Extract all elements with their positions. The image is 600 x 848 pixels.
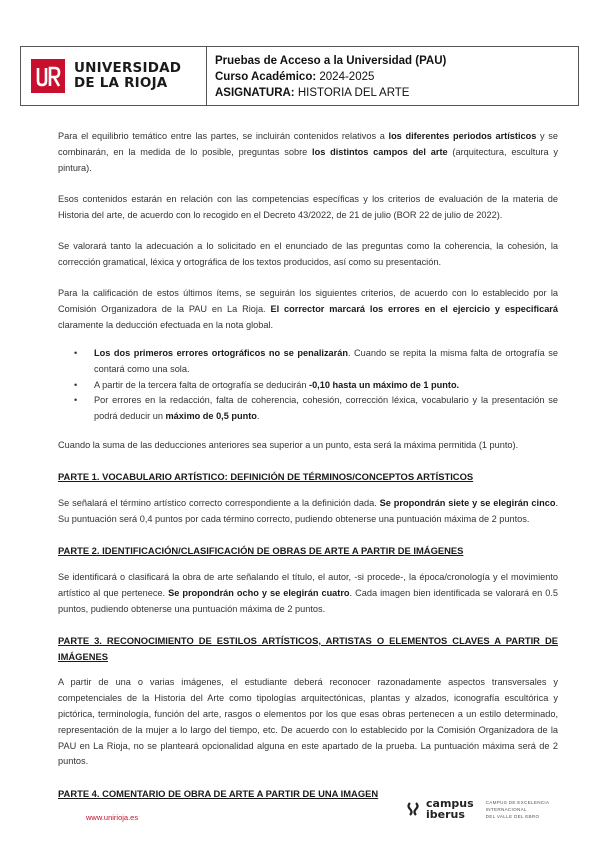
logo-line-1: UNIVERSIDAD	[74, 60, 182, 76]
document-body	[58, 129, 558, 813]
paragraph-5: Cuando la suma de las deducciones anteriores sea superior a un punto, esta será la máxima permitida (1 punto).	[58, 439, 519, 450]
campus-line-2: iberus	[426, 808, 465, 821]
campus-iberus-icon	[406, 801, 420, 817]
footer-url[interactable]: www.unirioja.es	[86, 813, 139, 822]
course-value: 2024-2025	[316, 71, 375, 83]
logo-line-2: DE LA RIOJA	[74, 75, 168, 91]
campus-iberus-logo	[406, 798, 549, 820]
section-3-text: A partir de una o varias imágenes, el estudiante deberá reconocer razonadamente aspectos transversales y competenciales de la Historia del Arte como tipologías arquitectónicas, plantas y alzados, iconografía escultórica y pictórica, terminología, función del arte, rasgos o elementos por los que esas obras pertenecen a un estilo determinado, representación de la mujer a lo largo del tiempo, etc. De acuerdo con lo establecido por la Comisión Organizadora de la PAU en La Rioja, no se planteará opcionalidad alguna en este apartado de la prueba. La puntuación máxima será de 2 puntos.	[58, 677, 558, 767]
campus-line-1: campus	[426, 797, 474, 810]
exam-info	[207, 47, 578, 105]
campus-sub-2: INTERNACIONAL	[485, 806, 527, 812]
subject-label: ASIGNATURA:	[215, 87, 295, 99]
section-2-text: Se identificará o clasificará la obra de arte señalando el título, el autor, -si procede-, la época/cronología y el movimiento artístico al que pertenece. Se propondrán ocho y se elegirán cuatro. Cada imagen bien identificada se valorará en 0.5 puntos, pudiendo obtenerse una puntuación máxima de 2 puntos.	[58, 571, 559, 614]
section-heading-3: PARTE 3. RECONOCIMIENTO DE ESTILOS ARTÍSTICOS, ARTISTAS O ELEMENTOS CLAVES A PARTIR DE IMÁGENES	[58, 634, 558, 662]
section-heading-1: PARTE 1. VOCABULARIO ARTÍSTICO: DEFINICIÓN DE TÉRMINOS/CONCEPTOS ARTÍSTICOS	[58, 471, 474, 483]
paragraph-4: Para la calificación de estos últimos ítems, se seguirán los siguientes criterios, de acuerdo con lo establecido por la Comisión Organizadora de la PAU en La Rioja. El corrector marcará los errores en el ejercicio y especificará claramente la deducción efectuada en la nota global.	[58, 288, 558, 330]
list-item: • Los dos primeros errores ortográficos no se penalizarán. Cuando se repita la misma falta de ortografía se contará como una sola.	[74, 347, 558, 374]
paragraph-1: Para el equilibrio temático entre las partes, se incluirán contenidos relativos a los diferentes periodos artísticos y se combinarán, en la medida de lo posible, preguntas sobre los distintos campos del arte (arquitectura, escultura y pintura).	[58, 131, 558, 173]
section-1-text: Se señalará el término artístico correcto correspondiente a la definición dada. Se propondrán siete y se elegirán cinco. Su puntuación será 0,4 puntos por cada término correcto, pudiendo obtenerse una puntuación máxima de 2 puntos.	[58, 498, 558, 524]
campus-sub-3: DEL VALLE DEL EBRO	[485, 813, 540, 819]
criteria-list	[58, 346, 558, 425]
list-item: • Por errores en la redacción, falta de coherencia, cohesión, corrección léxica, vocabulario y la presentación se podrá deducir un máximo de 0,5 punto.	[74, 395, 558, 422]
list-item: • A partir de la tercera falta de ortografía se deducirán -0,10 hasta un máximo de 1 punto.	[74, 379, 460, 390]
paragraph-3: Se valorará tanto la adecuación a lo solicitado en el enunciado de las preguntas como la coherencia, la cohesión, la corrección gramatical, léxica y ortográfica de los textos producidos, así como su presentación.	[58, 240, 558, 267]
university-logo	[21, 47, 207, 105]
section-heading-2: PARTE 2. IDENTIFICACIÓN/CLASIFICACIÓN DE OBRAS DE ARTE A PARTIR DE IMÁGENES	[58, 545, 464, 557]
section-heading-4: PARTE 4. COMENTARIO DE OBRA DE ARTE A PARTIR DE UNA IMAGEN	[58, 787, 379, 799]
subject-value: HISTORIA DEL ARTE	[294, 87, 410, 99]
unirioja-logo-icon	[31, 59, 65, 93]
paragraph-2: Esos contenidos estarán en relación con las competencias específicas y los criterios de evaluación de la materia de Historia del arte, de acuerdo con lo recogido en el Decreto 43/2022, de 21 de julio (BOR 22 de julio de 2022).	[58, 193, 558, 220]
document-header	[20, 46, 579, 106]
course-label: Curso Académico:	[215, 71, 317, 83]
campus-sub-1: CAMPUS DE EXCELENCIA	[485, 799, 550, 805]
exam-title: Pruebas de Acceso a la Universidad (PAU)	[215, 55, 447, 67]
